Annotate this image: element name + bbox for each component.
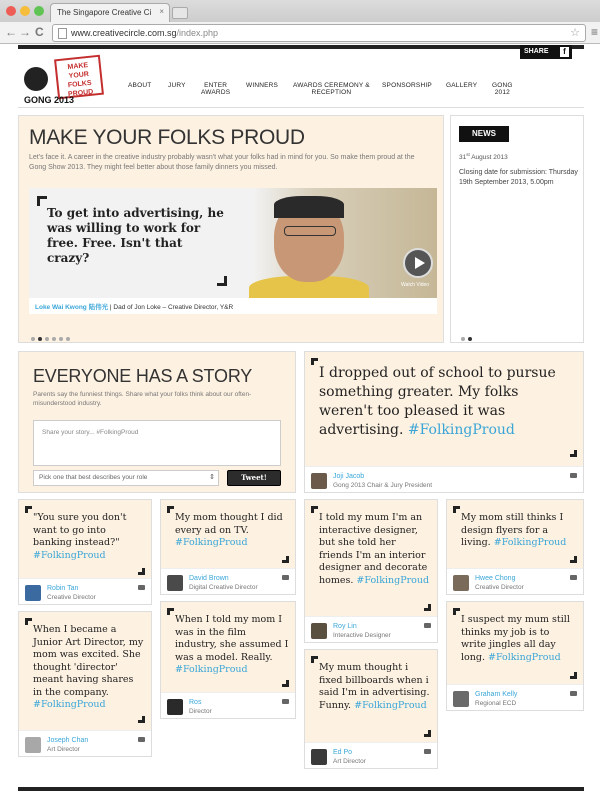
news-date-rest: August 2013 (469, 154, 508, 162)
quote-mark-icon (311, 656, 318, 663)
author-name[interactable]: Ed Po (333, 749, 353, 756)
card-quote-text: "You sure you don't want to go into banking instead?" (33, 512, 127, 548)
card-hashtag[interactable]: #FolkingProud (488, 651, 561, 663)
reply-icon[interactable] (424, 749, 431, 754)
gong-icon (24, 67, 48, 91)
quote-mark-icon (453, 506, 460, 513)
quote-end-mark-icon (570, 672, 577, 679)
video-player[interactable] (29, 188, 437, 298)
bottom-rule (18, 787, 584, 791)
author-role: Creative Director (47, 594, 96, 601)
avatar (167, 699, 183, 715)
url-host: www.creativecircle.com.sg (71, 28, 177, 38)
news-date (459, 152, 508, 161)
bookmark-star-icon[interactable]: ☆ (570, 27, 580, 39)
quote-mark-icon (25, 506, 32, 513)
avatar (311, 473, 327, 489)
featured-quote-text: I dropped out of school to pursue something greater. My folks weren't too pleased it was advertising. (319, 365, 556, 438)
news-text: Closing date for submission: Thursday 19th September 2013, 5.00pm (459, 169, 578, 186)
caption-role: | Dad of Jon Loke – Creative Director, Y&R (108, 304, 234, 311)
avatar (167, 575, 183, 591)
news-panel (450, 115, 584, 343)
author-role: Regional ECD (475, 700, 517, 707)
card-quote (319, 662, 431, 712)
browser-toolbar (0, 22, 600, 44)
tab-title: The Singapore Creative Ci (57, 8, 152, 17)
card-hashtag[interactable]: #FolkingProud (175, 537, 248, 548)
quote-mark-icon (311, 506, 318, 513)
author-role: Creative Director (475, 584, 524, 591)
avatar (453, 691, 469, 707)
quote-mark-icon (37, 196, 47, 206)
card-author (305, 742, 437, 768)
chrome-menu-icon[interactable]: ≡ (590, 25, 598, 39)
nav-gallery[interactable]: GALLERY (446, 82, 478, 89)
quote-end-mark-icon (138, 568, 145, 575)
card-quote (175, 614, 289, 677)
nav-winners[interactable]: WINNERS (246, 82, 279, 89)
news-dot[interactable] (461, 337, 465, 341)
nav-jury[interactable]: JURY (168, 82, 186, 89)
story-panel (18, 351, 296, 493)
quote-card (304, 649, 438, 769)
card-quote (33, 624, 145, 712)
carousel-dots (31, 328, 73, 346)
card-quote-text: My mom thought I did every ad on TV. (175, 512, 283, 536)
card-quote-text: My mum thought i fixed billboards when i said I'm in advertising. Funny. (319, 662, 430, 711)
card-quote (319, 512, 431, 587)
card-author (161, 568, 295, 594)
role-select[interactable] (33, 470, 219, 486)
avatar (25, 585, 41, 601)
card-quote (33, 512, 145, 562)
quote-card (304, 499, 438, 643)
quote-card (160, 601, 296, 719)
address-bar[interactable] (52, 24, 586, 42)
author-role: Digital Creative Director (189, 584, 258, 591)
quote-end-mark-icon (217, 276, 227, 286)
url-path: /index.php (176, 28, 219, 38)
tweet-button[interactable]: Tweet! (227, 470, 281, 486)
featured-author (305, 466, 583, 492)
card-quote-text: When I became a Junior Art Director, my mom was excited. She thought 'director' meant having shares in the company. (33, 624, 144, 698)
minimize-window-button[interactable] (20, 6, 30, 16)
carousel-dot[interactable] (31, 337, 35, 341)
quote-card (446, 499, 584, 595)
share-label: SHARE (524, 48, 549, 55)
reply-icon[interactable] (570, 473, 577, 478)
logo-stamp: MAKE YOUR FOLKS PROUD (54, 55, 104, 100)
quote-end-mark-icon (570, 556, 577, 563)
avatar (25, 737, 41, 753)
news-dot-active[interactable] (468, 337, 472, 341)
card-hashtag[interactable]: #FolkingProud (356, 574, 430, 586)
quote-end-mark-icon (424, 604, 431, 611)
news-badge: NEWS (459, 126, 509, 142)
carousel-dot[interactable] (66, 337, 70, 341)
card-hashtag[interactable]: #FolkingProud (33, 699, 106, 710)
author-role: Interactive Designer (333, 632, 391, 639)
logo-text: GONG 2013 (24, 95, 75, 105)
facebook-icon[interactable]: f (560, 47, 569, 57)
card-author (19, 578, 151, 604)
card-author (19, 730, 151, 756)
new-tab-button[interactable] (172, 7, 188, 19)
share-button[interactable] (520, 45, 572, 59)
author-role: Gong 2013 Chair & Jury President (333, 482, 432, 489)
play-icon[interactable] (403, 248, 433, 278)
card-hashtag[interactable]: #FolkingProud (33, 549, 106, 561)
author-role: Director (189, 708, 212, 715)
story-subtitle: Parents say the funniest things. Share what your folks think about our often-misunderstood industry. (33, 391, 252, 407)
quote-end-mark-icon (282, 680, 289, 687)
card-hashtag[interactable]: #FolkingProud (175, 664, 248, 675)
news-date-day: 31 (459, 154, 467, 162)
card-quote-text: I suspect my mum still thinks my job is to write jingles all day long. (461, 614, 570, 663)
quote-card (18, 499, 152, 605)
select-arrows-icon: ⇕ (209, 474, 215, 481)
nav-gong-2012[interactable]: GONG 2012 (492, 82, 513, 96)
close-window-button[interactable] (6, 6, 16, 16)
story-title: EVERYONE HAS A STORY (33, 366, 253, 386)
role-select-value: Pick one that best describes your role (39, 474, 148, 481)
maximize-window-button[interactable] (34, 6, 44, 16)
reply-icon[interactable] (138, 737, 145, 742)
card-author (447, 568, 583, 594)
caption-name: Loke Wai Kwong 陆伟光 (35, 304, 109, 311)
news-date-suffix: st (466, 152, 470, 157)
featured-quote-card (304, 351, 584, 493)
card-hashtag[interactable]: #FolkingProud (493, 537, 567, 548)
carousel-dot[interactable] (52, 337, 56, 341)
card-quote (175, 512, 289, 550)
author-role: Art Director (333, 758, 366, 765)
carousel-dot[interactable] (59, 337, 63, 341)
card-author (305, 616, 437, 642)
top-rule (18, 45, 584, 49)
carousel-dot[interactable] (45, 337, 49, 341)
gong-logo[interactable] (24, 57, 104, 105)
author-name[interactable]: Roy Lin (333, 623, 357, 630)
quote-end-mark-icon (570, 450, 577, 457)
tab-close-icon[interactable]: × (159, 7, 164, 16)
browser-tab[interactable] (50, 3, 170, 22)
forward-icon[interactable]: → (19, 25, 31, 39)
nav-sponsorship[interactable]: SPONSORSHIP (382, 82, 432, 89)
author-name[interactable]: Robin Tan (47, 585, 79, 592)
quote-end-mark-icon (282, 556, 289, 563)
card-author (161, 692, 295, 718)
reply-icon[interactable] (138, 585, 145, 590)
nav-awards-ceremony[interactable]: AWARDS CEREMONY & RECEPTION (293, 82, 370, 96)
author-name[interactable]: Graham Kelly (475, 691, 518, 698)
reload-icon[interactable]: C (35, 25, 44, 39)
watch-video-label[interactable]: Watch Video (401, 282, 430, 288)
reply-icon[interactable] (570, 575, 577, 580)
card-quote (461, 614, 577, 664)
avatar (311, 623, 327, 639)
author-role: Art Director (47, 746, 80, 753)
featured-hashtag[interactable]: #FolkingProud (407, 422, 515, 438)
carousel-dot[interactable] (38, 337, 42, 341)
video-quote: To get into advertising, he was willing to work for free. Free. Isn't that crazy? (47, 206, 224, 265)
card-quote-text: My mom still thinks I design flyers for a living. (461, 512, 564, 548)
card-hashtag[interactable]: #FolkingProud (354, 699, 427, 711)
quote-mark-icon (311, 358, 318, 365)
video-person-hair (274, 196, 344, 218)
quote-mark-icon (25, 618, 32, 625)
card-author (447, 684, 583, 710)
news-dots (461, 328, 475, 346)
reply-icon[interactable] (282, 575, 289, 580)
reply-icon[interactable] (570, 691, 577, 696)
card-quote (461, 512, 577, 550)
avatar (311, 749, 327, 765)
browser-tab-strip (0, 0, 600, 22)
quote-mark-icon (167, 608, 174, 615)
reply-icon[interactable] (424, 623, 431, 628)
page-icon (58, 28, 67, 39)
hero-title: MAKE YOUR FOLKS PROUD (29, 126, 305, 149)
video-person-glasses (284, 226, 336, 236)
quote-end-mark-icon (424, 730, 431, 737)
author-name[interactable]: Ros (189, 699, 202, 706)
nav-divider (18, 107, 584, 108)
quote-card (18, 611, 152, 757)
back-icon[interactable]: ← (5, 25, 17, 39)
nav-enter-awards[interactable]: ENTER AWARDS (201, 82, 231, 96)
quote-card (160, 499, 296, 595)
author-name[interactable]: Joseph Chan (47, 737, 89, 744)
reply-icon[interactable] (282, 699, 289, 704)
author-name[interactable]: Hwee Chong (475, 575, 516, 582)
card-quote-text: I told my mum I'm an interactive designer, but she told her friends I'm an interior designer and decorate homes. (319, 512, 428, 586)
quote-mark-icon (167, 506, 174, 513)
quote-card (446, 601, 584, 711)
author-name[interactable]: Joji Jacob (333, 473, 365, 480)
video-caption (29, 298, 437, 314)
hero-subtitle: Let's face it. A career in the creative industry probably wasn't what your folks had in mind for you. So make them proud at the Gong Show 2013. They might feel better about those family dinners you missed. (29, 154, 415, 171)
nav-about[interactable]: ABOUT (128, 82, 152, 89)
featured-quote (319, 364, 571, 440)
avatar (453, 575, 469, 591)
story-input[interactable]: Share your story... #FolkingProud (33, 420, 281, 466)
card-quote-text: When I told my mom I was in the film industry, she assumed I was a model. Really. (175, 614, 289, 663)
quote-mark-icon (453, 608, 460, 615)
author-name[interactable]: David Brown (189, 575, 229, 582)
web-page (0, 45, 600, 807)
hero-panel (18, 115, 444, 343)
quote-end-mark-icon (138, 716, 145, 723)
